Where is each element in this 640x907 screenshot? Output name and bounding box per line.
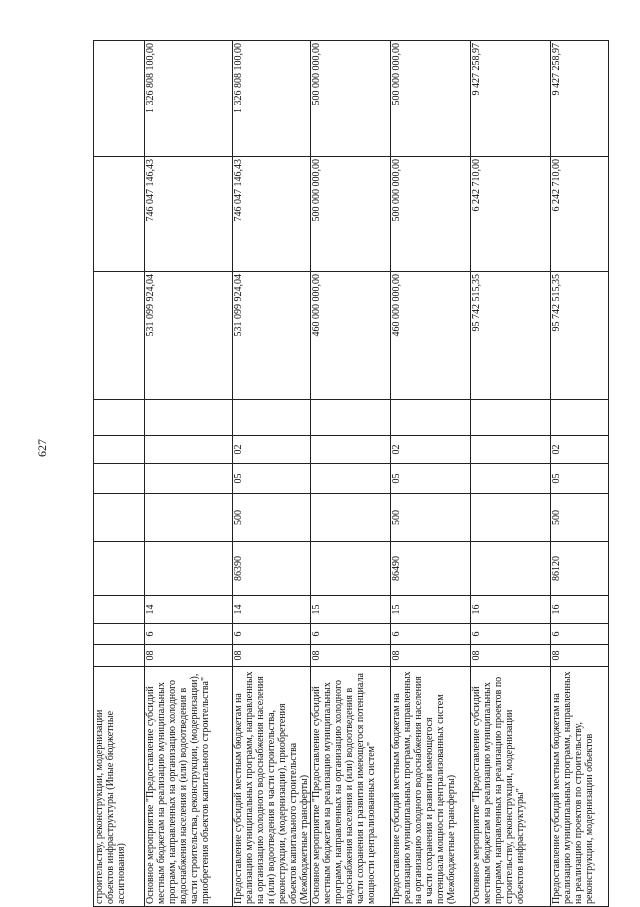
cell-empty [311, 400, 391, 436]
cell-program-code: 08 [471, 645, 551, 667]
cell-amount-year-1: 460 000 000,00 [311, 272, 391, 400]
cell-activity-code: 15 [311, 596, 391, 624]
cell-amount-year-3: 9 427 258,97 [471, 41, 551, 157]
cell-amount-year-3: 1 326 808 100,00 [145, 41, 233, 157]
cell-section: 05 [391, 464, 471, 494]
row-description: строительству, реконструкции, модернизации объектов инфраструктуры (Иные бюджетные ассигнования) [94, 667, 145, 907]
cell-section [145, 464, 233, 494]
cell-direction-code [145, 542, 233, 596]
cell-expense-type [145, 494, 233, 542]
table-row [233, 41, 311, 907]
cell-amount-year-3: 500 000 000,00 [391, 41, 471, 157]
row-description: Основное мероприятие "Предоставление субсидий местным бюджетам на реализацию муниципальных программ, направленных на организацию холодного водоснабжения населения и (или) водоотведения в части сохранения и развития имеющегося потенциала мощности централизованных систем" [311, 667, 391, 907]
cell-direction-code: 86120 [551, 542, 609, 596]
cell-empty [145, 400, 233, 436]
cell-subsection: 02 [233, 436, 311, 464]
cell-expense-type: 500 [551, 494, 609, 542]
cell-amount-year-3: 500 000 000,00 [311, 41, 391, 157]
cell-section: 05 [551, 464, 609, 494]
cell-empty [94, 400, 145, 436]
cell-empty [471, 400, 551, 436]
cell-amount-year-1: 460 000 000,00 [391, 272, 471, 400]
row-description: Основное мероприятие "Предоставление субсидий местным бюджетам на реализацию муниципальных программ, направленных на организацию холодного водоснабжения населения и (или) водоотведения в части строительства, реконструкции, (модернизации), приобретения объектов капитального строительства" [145, 667, 233, 907]
cell-section [94, 464, 145, 494]
table-row [551, 41, 609, 907]
cell-direction-code [311, 542, 391, 596]
cell-direction-code: 86490 [391, 542, 471, 596]
cell-amount-year-1: 95 742 515,35 [551, 272, 609, 400]
cell-program-code: 08 [233, 645, 311, 667]
cell-direction-code [471, 542, 551, 596]
table-row [94, 41, 145, 907]
cell-empty [233, 400, 311, 436]
cell-activity-code [94, 596, 145, 624]
cell-subprogram-code: 6 [471, 624, 551, 645]
cell-section [471, 464, 551, 494]
cell-activity-code: 15 [391, 596, 471, 624]
cell-expense-type [94, 494, 145, 542]
cell-activity-code: 16 [471, 596, 551, 624]
cell-empty [551, 400, 609, 436]
cell-program-code: 08 [391, 645, 471, 667]
cell-amount-year-3 [94, 41, 145, 157]
cell-amount-year-1: 531 099 924,04 [145, 272, 233, 400]
table-row [311, 41, 391, 907]
cell-program-code: 08 [145, 645, 233, 667]
cell-section [311, 464, 391, 494]
cell-amount-year-3: 1 326 808 100,00 [233, 41, 311, 157]
cell-subprogram-code: 6 [391, 624, 471, 645]
cell-activity-code: 16 [551, 596, 609, 624]
cell-amount-year-1: 531 099 924,04 [233, 272, 311, 400]
cell-activity-code: 14 [233, 596, 311, 624]
cell-subprogram-code [94, 624, 145, 645]
rotated-page-area [93, 41, 595, 907]
cell-subprogram-code: 6 [311, 624, 391, 645]
row-description: Предоставление субсидий местным бюджетам на реализацию муниципальных программ, направленных на организацию холодного водоснабжения населения в части сохранения и развития имеющегося потенциала мощности централизованных систем (Межбюджетные трансферты) [391, 667, 471, 907]
cell-amount-year-2: 6 242 710,00 [551, 157, 609, 272]
budget-table-body [94, 41, 609, 907]
table-row [471, 41, 551, 907]
row-description: Предоставление субсидий местным бюджетам на реализацию муниципальных программ, направленных на реализацию проектов по строительству, реконструкции, модернизации объектов [551, 667, 609, 907]
cell-activity-code: 14 [145, 596, 233, 624]
cell-subsection [311, 436, 391, 464]
cell-amount-year-1 [94, 272, 145, 400]
cell-direction-code [94, 542, 145, 596]
cell-expense-type: 500 [233, 494, 311, 542]
cell-empty [391, 400, 471, 436]
cell-amount-year-2 [94, 157, 145, 272]
cell-amount-year-2: 746 047 146,43 [145, 157, 233, 272]
cell-subprogram-code: 6 [233, 624, 311, 645]
cell-direction-code: 86390 [233, 542, 311, 596]
cell-amount-year-2: 500 000 000,00 [391, 157, 471, 272]
cell-expense-type [311, 494, 391, 542]
cell-subsection [94, 436, 145, 464]
cell-amount-year-2: 6 242 710,00 [471, 157, 551, 272]
cell-subsection: 02 [391, 436, 471, 464]
cell-subprogram-code: 6 [551, 624, 609, 645]
cell-amount-year-1: 95 742 515,35 [471, 272, 551, 400]
cell-program-code [94, 645, 145, 667]
cell-amount-year-2: 500 000 000,00 [311, 157, 391, 272]
cell-program-code: 08 [311, 645, 391, 667]
table-row [391, 41, 471, 907]
table-row [145, 41, 233, 907]
cell-expense-type [471, 494, 551, 542]
cell-subsection [471, 436, 551, 464]
cell-subsection: 02 [551, 436, 609, 464]
budget-table [93, 40, 609, 907]
cell-subsection [145, 436, 233, 464]
cell-section: 05 [233, 464, 311, 494]
cell-amount-year-2: 746 047 146,43 [233, 157, 311, 272]
cell-program-code: 08 [551, 645, 609, 667]
page-number: 627 [35, 439, 49, 457]
cell-amount-year-3: 9 427 258,97 [551, 41, 609, 157]
row-description: Предоставление субсидий местным бюджетам на реализацию муниципальных программ, направленных на организацию холодного водоснабжения населения и (или) водоотведения в части строительства, реконструкции, (модернизации), приобретения объектов капитального строительства (Межбюджетные трансферты) [233, 667, 311, 907]
cell-expense-type: 500 [391, 494, 471, 542]
row-description: Основное мероприятие "Предоставление субсидий местным бюджетам на реализацию муниципальных программ, направленных на реализацию проектов по строительству, реконструкции, модернизации объектов инфраструктуры" [471, 667, 551, 907]
cell-subprogram-code: 6 [145, 624, 233, 645]
